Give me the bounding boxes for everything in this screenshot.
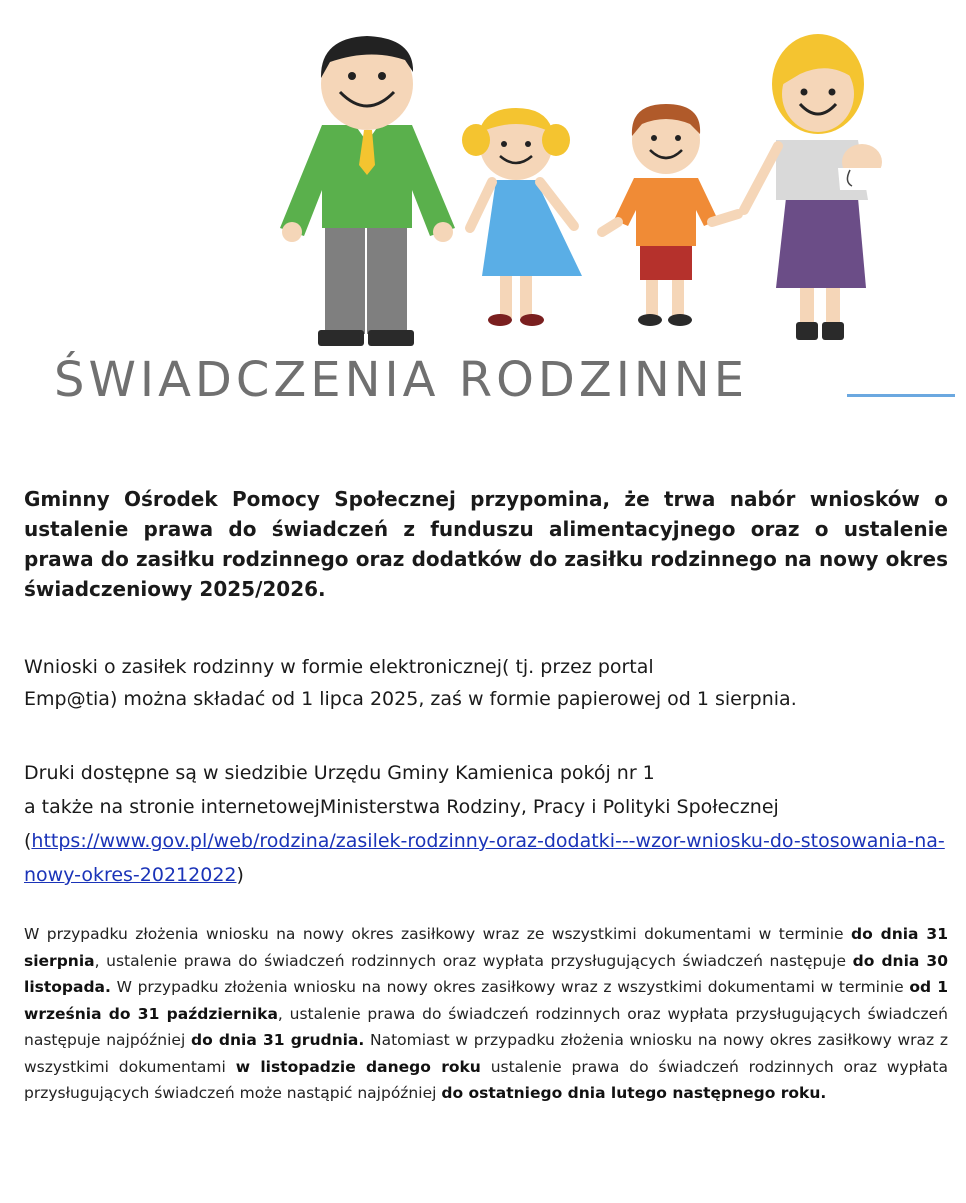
intro-paragraph: Gminny Ośrodek Pomocy Społecznej przypomina, że trwa nabór wniosków o ustalenie prawa do świadczeń z funduszu alimentacyjnego oraz o ustalenie prawa do zasiłku rodzinnego oraz dodatków do zasiłku rodzinnego na nowy okres świadczeniowy 2025/2026.: [24, 487, 948, 601]
electronic-line-2: Emp@tia) można składać od 1 lipca 2025, zaś w formie papierowej od 1 sierpnia.: [24, 688, 797, 710]
forms-line-2: a także na stronie internetowejMinisterstwa Rodziny, Pracy i Polityki Społecznej: [24, 796, 779, 818]
paren-open: (: [24, 830, 32, 852]
deadline-31-august: do dnia 31 sierpnia: [24, 925, 948, 970]
banner-title: ŚWIADCZENIA RODZINNE: [54, 352, 749, 408]
family-illustration: [0, 0, 966, 350]
paren-close: ): [236, 864, 244, 886]
terms-text-2: , ustalenie prawa do świadczeń rodzinnych oraz wypłata przysługujących świadczeń następuje: [94, 951, 853, 970]
family-banner: [0, 0, 966, 460]
banner-underline: [847, 394, 955, 397]
terms-text-5: Natomiast w przypadku złożenia wniosku na nowy okres zasiłkowy wraz z wszystkimi dokumentami: [24, 1031, 948, 1076]
electronic-submission-paragraph: [24, 651, 954, 715]
deadline-end-of-february: do ostatniego dnia lutego następnego roku.: [441, 1084, 827, 1102]
terms-text-6: ustalenie prawa do świadczeń rodzinnych oraz wypłata przysługujących świadczeń może nastąpić najpóźniej: [24, 1057, 948, 1102]
forms-line-1: Druki dostępne są w siedzibie Urzędu Gminy Kamienica pokój nr 1: [24, 762, 655, 784]
deadlines-paragraph: [24, 921, 948, 1107]
father-figure: [280, 36, 455, 346]
terms-text-4: , ustalenie prawa do świadczeń rodzinnych oraz wypłata przysługujących świadczeń następuje najpóźniej: [24, 1004, 948, 1049]
deadline-31-december: do dnia 31 grudnia.: [190, 1031, 365, 1049]
terms-text-1: W przypadku złożenia wniosku na nowy okres zasiłkowy wraz ze wszystkimi dokumentami w terminie: [24, 925, 851, 943]
forms-paragraph: [24, 756, 954, 892]
deadline-september-october: od 1 września do 31 października: [24, 978, 948, 1023]
terms-text-3: W przypadku złożenia wniosku na nowy okres zasiłkowy wraz z wszystkimi dokumentami w terminie: [110, 978, 910, 996]
girl-figure: [462, 108, 582, 326]
mother-figure: [744, 34, 890, 340]
boy-figure: [602, 104, 738, 326]
deadline-november: w listopadzie danego roku: [235, 1057, 481, 1076]
electronic-line-1: Wnioski o zasiłek rodzinny w formie elektronicznej( tj. przez portal: [24, 656, 654, 678]
ministry-form-link[interactable]: https://www.gov.pl/web/rodzina/zasilek-rodzinny-oraz-dodatki---wzor-wniosku-do-stosowania-na-nowy-okres-20212022: [24, 830, 945, 886]
deadline-30-november: do dnia 30 listopada.: [24, 951, 948, 996]
